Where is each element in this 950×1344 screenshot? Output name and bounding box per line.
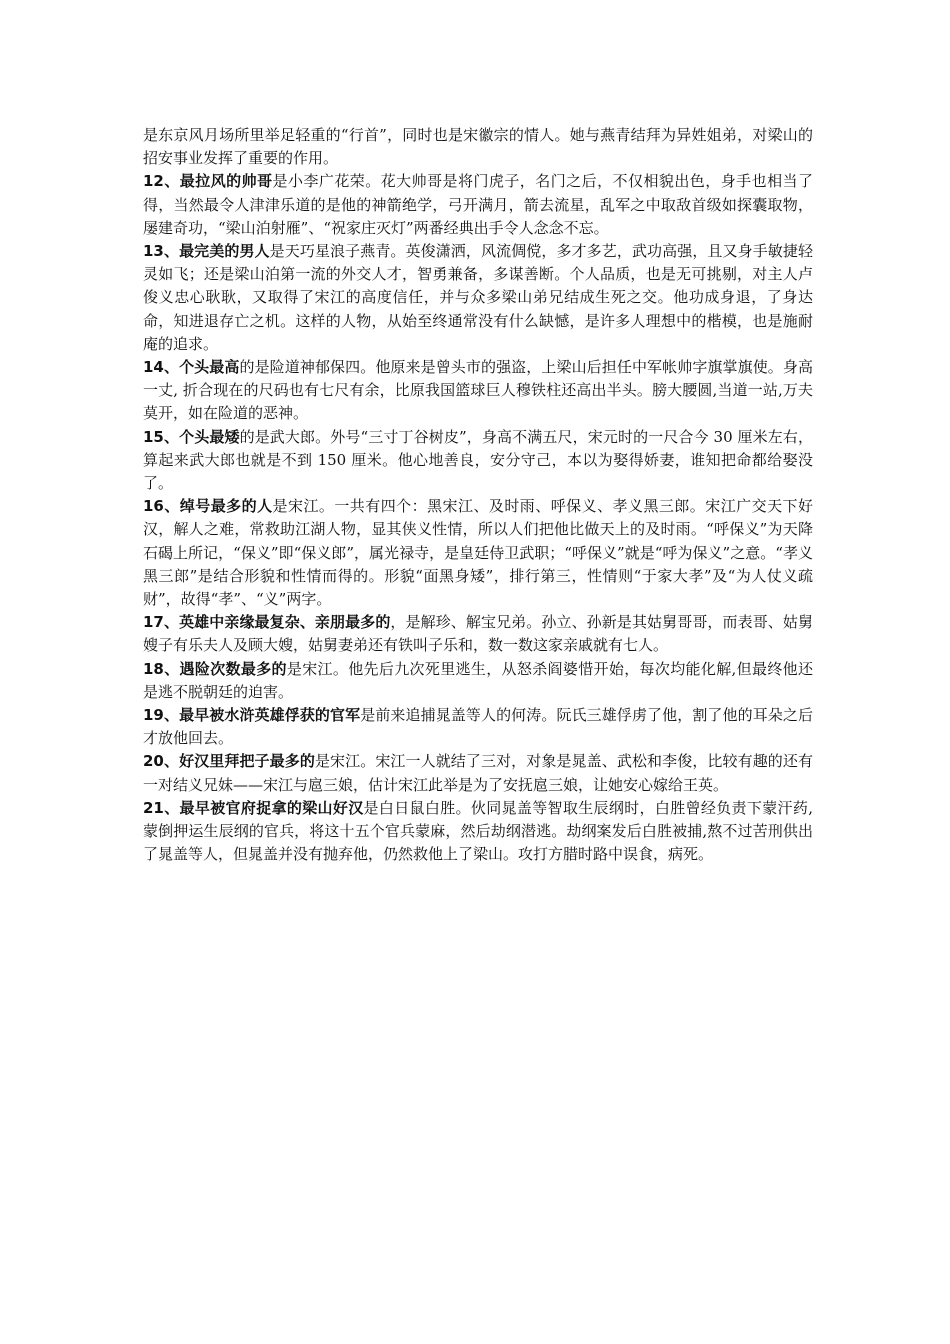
paragraph-item-14 [143,356,813,426]
paragraph-item-16 [143,495,813,611]
item-number: 19、 [143,706,180,725]
paragraph-intro [143,124,813,170]
item-heading: 最拉风的帅哥 [179,172,273,191]
paragraph-text: 是宋江。宋江一人就结了三对，对象是晁盖、武松和李俊，比较有趣的还有一对结义兄妹——宋江与扈三娘，估计宋江此举是为了安抚扈三娘，让她安心嫁给王英。 [143,752,813,794]
item-number: 16、 [143,497,180,516]
paragraph-item-15 [143,426,813,496]
paragraph-item-18 [143,658,813,704]
item-heading: 个头最矮 [179,427,240,446]
paragraph-item-12 [143,170,813,240]
paragraph-text: 的是险道神郁保四。他原来是曾头市的强盗，上梁山后担任中军帐帅字旗掌旗使。身高一丈, 折合现在的尺码也有七尺有余，比原我国篮球巨人穆铁柱还高出半头。膀大腰圆,当道一站,万夫莫开，如在险道的恶神。 [143,358,813,423]
paragraph-item-21 [143,797,813,867]
document-page [143,124,813,867]
item-number: 20、 [143,752,180,771]
paragraph-text: 是东京风月场所里举足轻重的“行首”，同时也是宋徽宗的情人。她与燕青结拜为异姓姐弟，对梁山的招安事业发挥了重要的作用。 [143,126,813,168]
paragraph-item-19 [143,704,813,750]
item-heading: 绰号最多的人 [179,497,273,516]
item-number: 13、 [143,242,180,261]
item-heading: 英雄中亲缘最复杂、亲朋最多的 [179,613,391,632]
paragraph-text: 是小李广花荣。花大帅哥是将门虎子，名门之后，不仅相貌出色，身手也相当了得，当然最令人津津乐道的是他的神箭绝学，弓开满月，箭去流星，乱军之中取敌首级如探囊取物，屡建奇功，“梁山泊射雁”、“祝家庄灭灯”两番经典出手令人念念不忘。 [143,172,813,237]
paragraph-item-13 [143,240,813,356]
paragraph-item-20 [143,750,813,796]
item-heading: 个头最高 [179,358,240,377]
item-number: 18、 [143,659,180,678]
item-heading: 最早被水浒英雄俘获的官军 [179,706,361,725]
item-number: 21、 [143,798,180,817]
item-heading: 好汉里拜把子最多的 [179,752,315,771]
item-number: 15、 [143,427,180,446]
item-number: 17、 [143,613,180,632]
paragraph-text: 是宋江。一共有四个：黑宋江、及时雨、呼保义、孝义黑三郎。宋江广交天下好汉，解人之难，常救助江湖人物，显其侠义性情，所以人们把他比做天上的及时雨。“呼保义”为天降石碣上所记，“保义”即“保义郎”，属光禄寺，是皇廷侍卫武职；“呼保义”就是“呼为保义”之意。“孝义黑三郎”是结合形貌和性情而得的。形貌“面黑身矮”，排行第三，性情则“于家大孝”及“为人仗义疏财”，故得“孝”、“义”两字。 [143,497,813,609]
paragraph-text: 是宋江。他先后九次死里逃生，从怒杀阎婆惜开始，每次均能化解,但最终他还是逃不脱朝廷的迫害。 [143,659,813,701]
paragraph-text: 的是武大郎。外号“三寸丁谷树皮”，身高不满五尺，宋元时的一尺合今 30 厘米左右，算起来武大郎也就是不到 150 厘米。他心地善良，安分守己，本以为娶得娇妻，谁知把命都给娶没了。 [143,427,813,493]
item-heading: 最早被官府捉拿的梁山好汉 [179,798,364,817]
paragraph-text: 是前来追捕晁盖等人的何涛。阮氏三雄俘虏了他，割了他的耳朵之后才放他回去。 [143,706,813,748]
item-heading: 遇险次数最多的 [179,659,287,678]
item-number: 12、 [143,172,180,191]
paragraph-text: ，是解珍、解宝兄弟。孙立、孙新是其姑舅哥哥，而表哥、姑舅嫂子有乐夫人及顾大嫂，姑舅妻弟还有铁叫子乐和，数一数这家亲戚就有七人。 [143,613,813,655]
paragraph-text: 是白日鼠白胜。伙同晁盖等智取生辰纲时，白胜曾经负责下蒙汗药,蒙倒押运生辰纲的官兵，将这十五个官兵蒙麻，然后劫纲潜逃。劫纲案发后白胜被捕,熬不过苦刑供出了晁盖等人，但晁盖并没有抛弃他，仍然救他上了梁山。攻打方腊时路中误食，病死。 [143,798,813,864]
item-heading: 最完美的男人 [179,242,270,261]
item-number: 14、 [143,358,180,377]
paragraph-item-17 [143,611,813,657]
paragraph-text: 是天巧星浪子燕青。英俊潇洒，风流倜傥，多才多艺，武功高强，且又身手敏捷轻灵如飞；还是梁山泊第一流的外交人才，智勇兼备，多谋善断。个人品质，也是无可挑剔，对主人卢俊义忠心耿耿，又取得了宋江的高度信任，并与众多梁山弟兄结成生死之交。他功成身退，了身达命，知进退存亡之机。这样的人物，从始至终通常没有什么缺憾，是许多人理想中的楷模，也是施耐庵的追求。 [143,242,813,353]
